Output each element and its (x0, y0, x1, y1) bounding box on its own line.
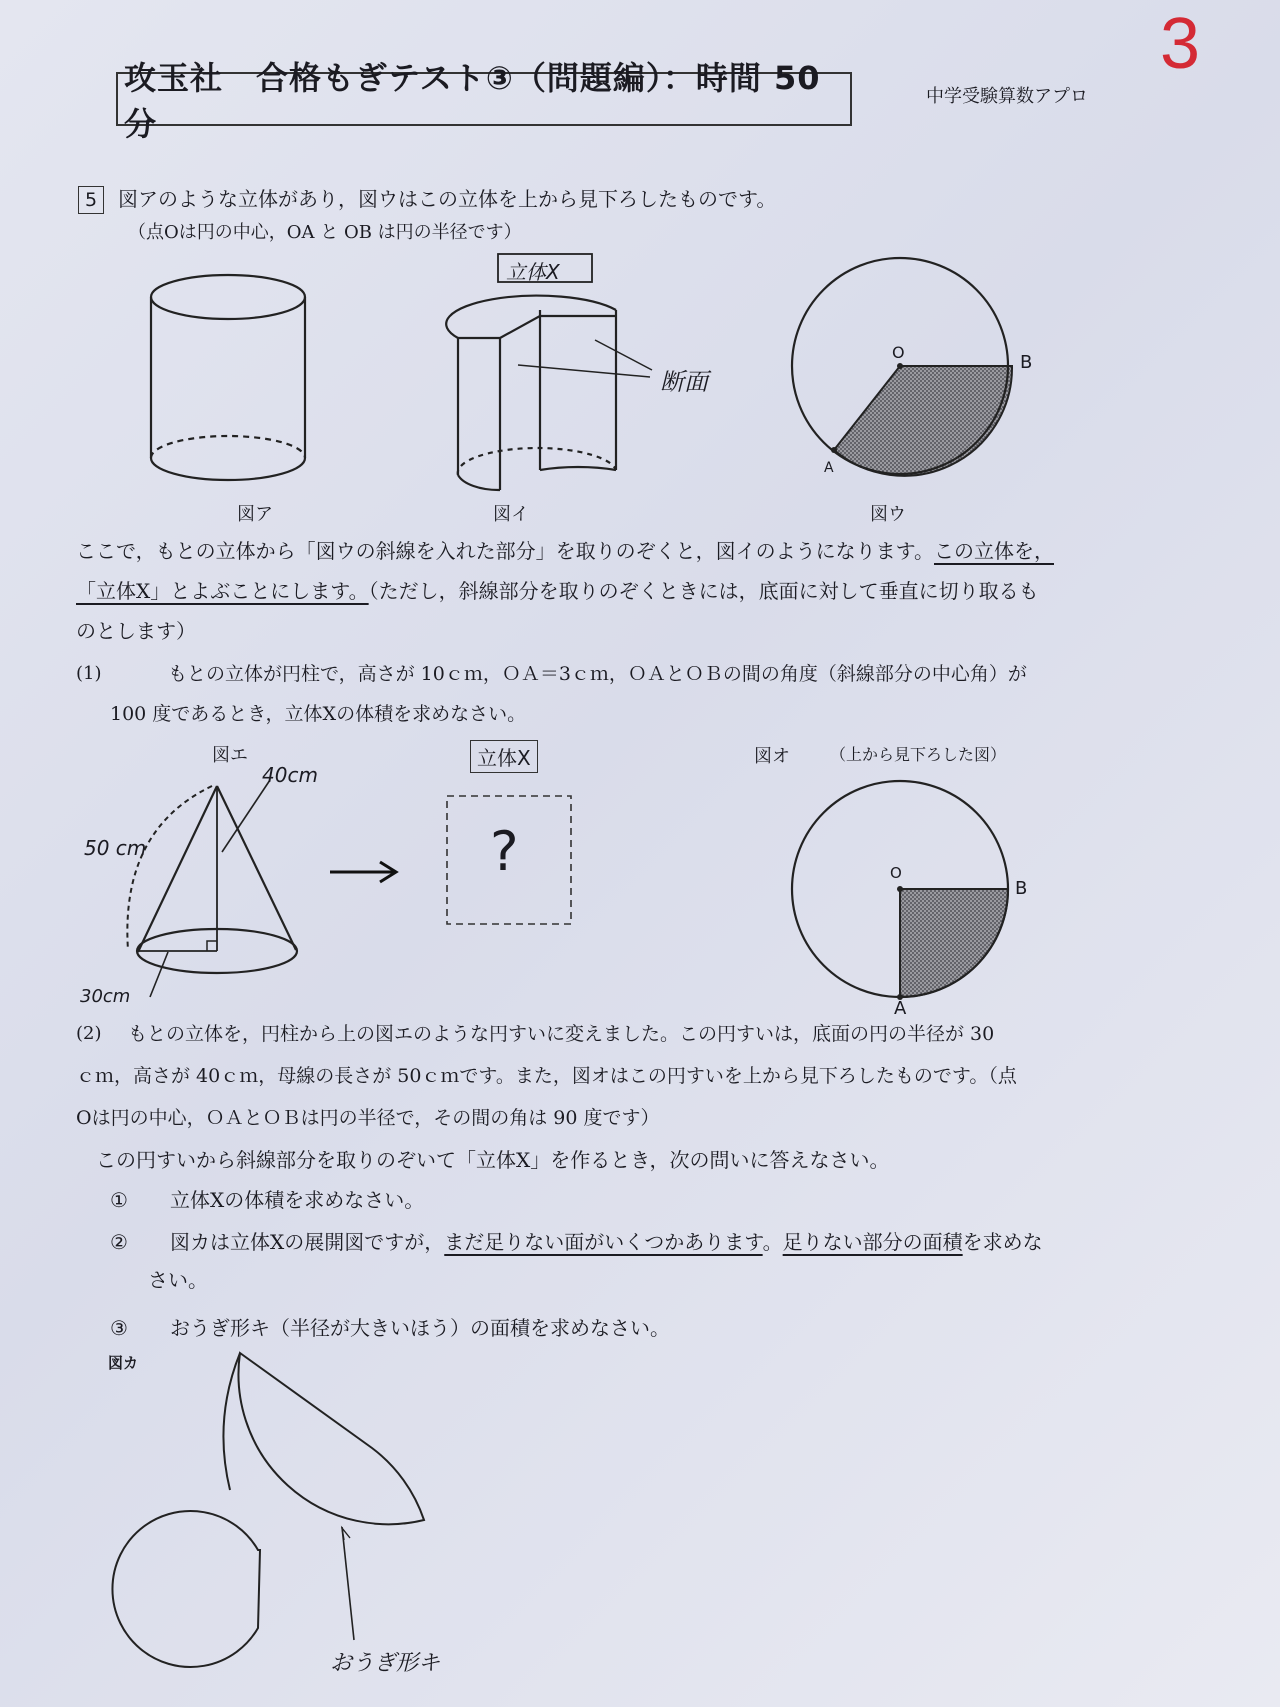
sub-question-2-text: 図カは立体Xの展開図ですが，まだ足りない面がいくつかあります。足りない部分の面積を求めな (170, 1230, 1043, 1254)
figure-ka-net (112, 1353, 424, 1667)
page-number: 3 (1160, 4, 1201, 84)
sub-question-1-text: 立体Xの体積を求めなさい。 (170, 1188, 425, 1212)
figure-o-caption: （上から見下ろした図） (830, 745, 1007, 764)
right-arrow-icon (330, 862, 396, 882)
point-b-label-o: B (1015, 878, 1028, 899)
figure-a-label: 図ア (237, 504, 273, 525)
sub-question-2-number: ② (110, 1230, 128, 1254)
figure-i-solid-x (446, 254, 652, 490)
point-a-label-u: A (824, 460, 834, 476)
question-2-number: (2) (76, 1023, 102, 1044)
problem-intro-line-2: （点Oは円の中心，OA と OB は円の半径です） (128, 222, 522, 243)
sub-question-2-text-2: さい。 (148, 1268, 208, 1292)
paragraph-line-1: ここで，もとの立体から「図ウの斜線を入れた部分」を取りのぞくと，図イのようになります。この立体を， (76, 539, 1054, 563)
problem-number: 5 (78, 186, 104, 214)
question-1-text-2: 100 度であるとき，立体Xの体積を求めなさい。 (110, 703, 527, 725)
figure-e-label: 図エ (212, 745, 248, 766)
sector-ki-label: おうぎ形キ (330, 1651, 441, 1676)
cross-section-label: 断面 (660, 368, 708, 396)
point-o-label-u: O (892, 343, 905, 362)
question-2-text-2: ｃｍ，高さが 40ｃｍ，母線の長さが 50ｃｍです。また，図オはこの円すいを上から見下ろしたものです。（点 (76, 1065, 1017, 1087)
figure-o-top-view (792, 781, 1008, 1000)
point-a-label-o: A (894, 998, 907, 1019)
point-b-label-u: B (1020, 352, 1033, 373)
question-mark: ? (490, 820, 519, 883)
figure-ka-label: 図カ (108, 1354, 139, 1372)
slant-length-label: 50 cm (84, 836, 147, 860)
question-2-text-1: もとの立体を，円柱から上の図エのような円すいに変えました。この円すいは，底面の円の半径が 30 (128, 1023, 995, 1045)
question-2-text-3: Oは円の中心，ＯＡとＯＢは円の半径で，その間の角は 90 度です） (76, 1107, 660, 1129)
figure-u-top-view (792, 258, 1012, 476)
figure-i-label: 図イ (493, 504, 529, 525)
height-label: 40cm (262, 763, 318, 787)
figure-u-label: 図ウ (870, 504, 906, 525)
sub-question-1-number: ① (110, 1188, 128, 1212)
solid-x-handwritten-label: 立体X (506, 260, 560, 284)
sub-question-3-number: ③ (110, 1316, 128, 1340)
figure-e-cone (127, 780, 297, 997)
question-1-text-1: もとの立体が円柱で，高さが 10ｃｍ，ＯＡ＝3ｃｍ，ＯＡとＯＢの間の角度（斜線部分の中心角）が (168, 663, 1027, 685)
question-2-text-4: この円すいから斜線部分を取りのぞいて「立体X」を作るとき，次の問いに答えなさい。 (96, 1148, 890, 1172)
sub-question-3-text: おうぎ形キ（半径が大きいほう）の面積を求めなさい。 (170, 1316, 670, 1340)
intro-text-1: 図アのような立体があり，図ウはこの立体を上から見下ろしたものです。 (118, 187, 777, 211)
figure-a-cylinder (151, 275, 305, 480)
radius-label: 30cm (80, 986, 131, 1007)
point-o-label-o: O (890, 864, 902, 882)
question-1-number: (1) (76, 663, 102, 684)
solid-x-box-label: 立体X (470, 740, 538, 773)
paragraph-line-3: のとします） (76, 619, 196, 643)
figure-o-label: 図オ (754, 746, 790, 767)
page-subtitle: 中学受験算数アプロ (926, 86, 1088, 107)
page-title: 攻玉社 合格もぎテスト③（問題編）：時間 50 分 (116, 72, 852, 126)
paragraph-line-2: 「立体X」とよぶことにします。（ただし，斜線部分を取りのぞくときには，底面に対して垂直に切り取るも (76, 579, 1039, 603)
